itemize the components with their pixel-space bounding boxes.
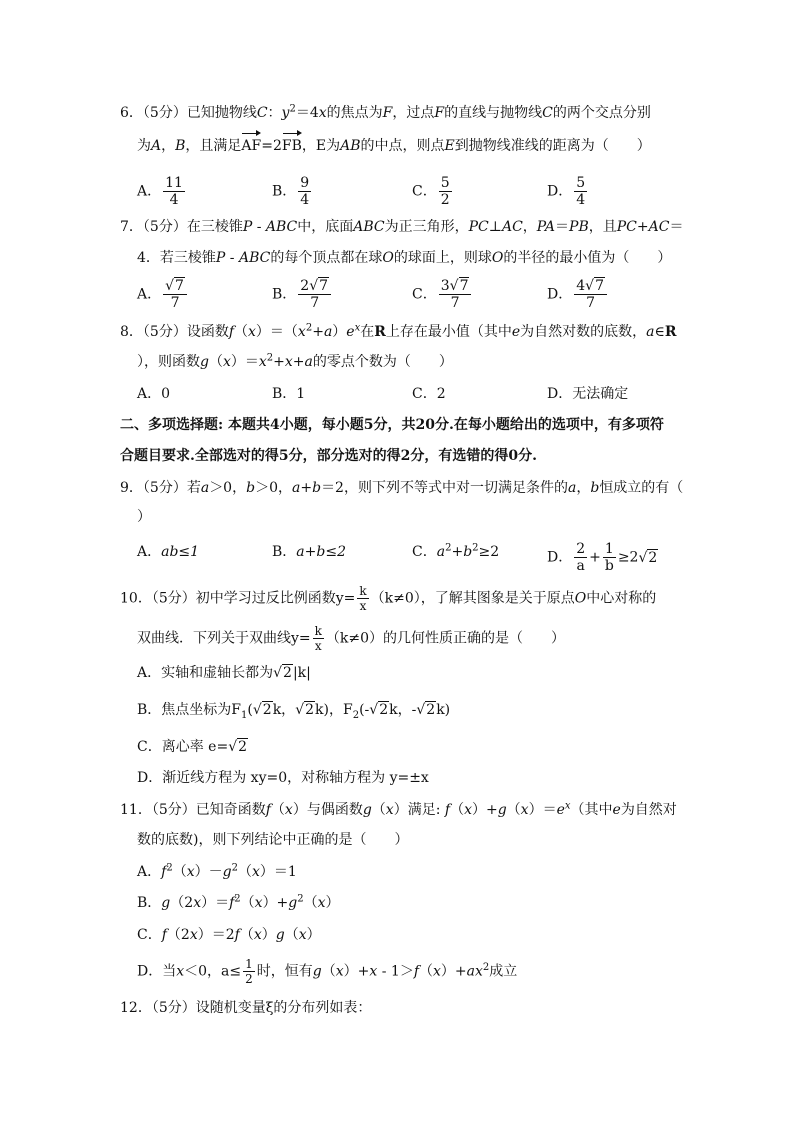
- section-2-heading-line1: 二、多项选择题: 本题共4小题，每小题5分，共20分.在每小题给出的选项中，有多项符: [120, 417, 664, 433]
- q6-option-b: B． $\frac{9}{4}$: [272, 175, 310, 208]
- q6-line2: 为A，B，且满足AF=2FB，E为AB的中点，则点E到抛物线准线的距离为（ ）: [137, 138, 651, 154]
- q9-option-d: D． $\frac{2}{a}$ + $\frac{1}{b}$ ≥2√2: [547, 541, 658, 574]
- q9-line1: 9．（5分）若a＞0，b＞0，a+b＝2，则下列不等式中对一切满足条件的a，b恒成立的有（: [120, 480, 684, 496]
- q7-option-a: A． $\frac{√7}{7}$: [137, 279, 189, 310]
- q11-option-a: A．$f^2(x)-g^2(x)=1$: [137, 862, 297, 880]
- q8-option-c: C．2: [412, 386, 446, 402]
- q8-line1: 8．（5分）设函数$f(x)=(x^2+a)e^x$在R上存在最小值（其中e为自然对数的底数，a∈R: [120, 322, 677, 340]
- q8-option-b: B．1: [272, 386, 306, 402]
- q11-option-d: D．当x＜0，a≤ $\frac{1}{2}$ 时，恒有$g(x)+x - 1>f(x)+ax^2$成立: [137, 957, 518, 986]
- q10-option-b: B．焦点坐标为$F_1(√2k$，√2k)，$F_2(-√2k$，-√2k): [137, 702, 451, 721]
- q7-line1: 7．（5分）在三棱锥P - ABC中，底面ABC为正三角形，PC⊥AC，PA＝PB，且PC+AC＝: [120, 219, 684, 235]
- q10-line2: 双曲线．下列关于双曲线y= $\frac{k}{x}$ （k≠0）的几何性质正确的是（ ）: [137, 624, 566, 653]
- q8-option-a: A．0: [137, 386, 171, 402]
- q9-line2: ）: [137, 509, 151, 525]
- q7-line2: 4．若三棱锥P - ABC的每个顶点都在球O的球面上，则球O的半径的最小值为（ ）: [137, 250, 672, 266]
- q6-option-c: C． $\frac{5}{2}$: [412, 175, 450, 208]
- q10-option-d: D．渐近线方程为 xy=0，对称轴方程为 y=±x: [137, 770, 429, 786]
- section-2-heading-line2: 合题目要求.全部选对的得5分，部分选对的得2分，有选错的得0分.: [120, 448, 537, 464]
- q8-line2: ），则函数$g(x)=x^2+x+a$的零点个数为（ ）: [137, 352, 453, 370]
- q11-line1: 11．（5分）已知奇函数f（x）与偶函数g（x）满足: $f(x)+g(x)=e^x$（其中e为自然对: [120, 800, 677, 818]
- q10-option-c: C．离心率 e=√2: [137, 739, 248, 755]
- q11-option-c: C．f（2x）＝2f（x）g（x）: [137, 927, 321, 943]
- q9-option-b: B．a+b≤2: [272, 544, 346, 560]
- q8-option-d: D．无法确定: [547, 386, 629, 402]
- q10-line1: 10．（5分）初中学习过反比例函数y= $\frac{k}{x}$ （k≠0），了解其图象是关于原点O中心对称的: [120, 584, 657, 613]
- q6-option-d: D． $\frac{5}{4}$: [547, 175, 586, 208]
- q12-line1: 12．（5分）设随机变量ξ的分布列如表：: [120, 1000, 372, 1016]
- q9-option-a: A．ab≤1: [137, 544, 200, 560]
- q7-option-c: C． $\frac{3√7}{7}$: [412, 279, 473, 310]
- q11-line2: 数的底数)，则下列结论中正确的是（ ）: [137, 832, 409, 848]
- q6-line1: 6．（5分）已知抛物线C：$y^2=4x$的焦点为F，过点F的直线与抛物线C的两个交点分别: [120, 103, 651, 121]
- q7-option-d: D． $\frac{4√7}{7}$: [547, 279, 609, 310]
- q7-option-b: B． $\frac{2√7}{7}$: [272, 279, 333, 310]
- q10-option-a: A．实轴和虚轴长都为√2|k|: [137, 665, 311, 681]
- q9-option-c: C．$a^2+b^2\ge 2$: [412, 542, 500, 560]
- q6-option-a: A． $\frac{11}{4}$: [137, 175, 183, 208]
- q11-option-b: B．$g(2x)=f^2(x)+g^2(x)$: [137, 893, 340, 911]
